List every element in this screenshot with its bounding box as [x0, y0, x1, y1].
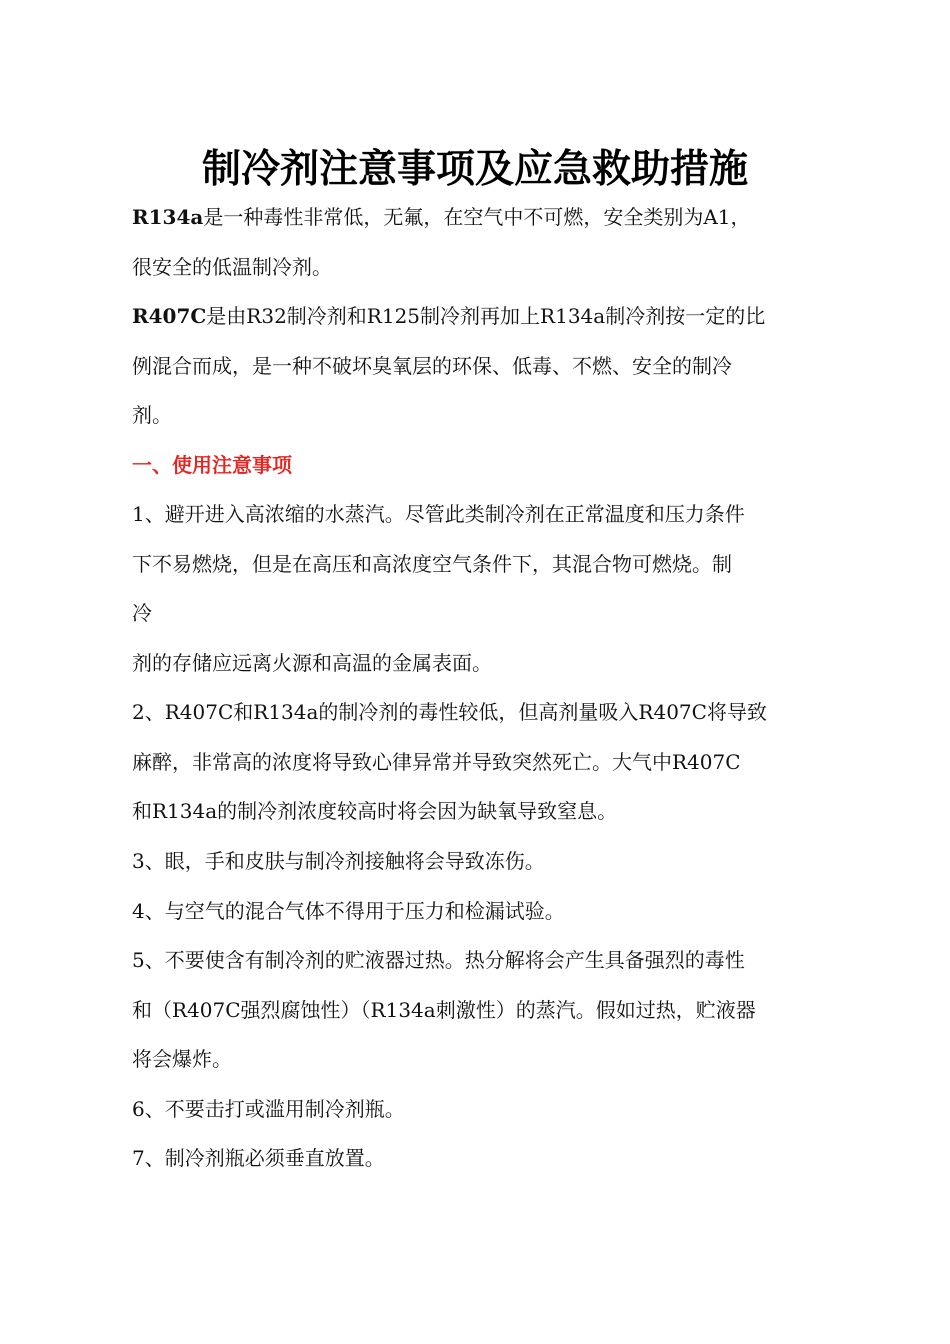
item-1-line-2: 下不易燃烧，但是在高压和高浓度空气条件下，其混合物可燃烧。制	[132, 552, 732, 576]
term-r407c: R407C	[132, 304, 207, 328]
item-2-line-1: 2、R407C和R134a的制冷剂的毒性较低，但高剂量吸入R407C将导致	[132, 700, 767, 724]
item-2-line-3: 和R134a的制冷剂浓度较高时将会因为缺氧导致窒息。	[132, 799, 618, 823]
item-1-line-4: 剂的存储应远离火源和高温的金属表面。	[132, 651, 492, 675]
item-5-line-1: 5、不要使含有制冷剂的贮液器过热。热分解将会产生具备强烈的毒性	[132, 948, 745, 972]
intro-r134a-line-1: R134a是一种毒性非常低，无氟，在空气中不可燃，安全类别为A1，	[132, 205, 751, 229]
item-6: 6、不要击打或滥用制冷剂瓶。	[132, 1097, 405, 1121]
section-heading: 一、使用注意事项	[132, 453, 292, 477]
intro-r407c-line-1: R407C是由R32制冷剂和R125制冷剂再加上R134a制冷剂按一定的比	[132, 304, 766, 328]
intro-r407c-line-2: 例混合而成，是一种不破坏臭氧层的环保、低毒、不燃、安全的制冷	[132, 354, 732, 378]
item-5-line-3: 将会爆炸。	[132, 1047, 232, 1071]
document-title: 制冷剂注意事项及应急救助措施	[201, 147, 748, 192]
term-r134a: R134a	[132, 205, 204, 229]
item-1-line-3: 冷	[132, 601, 152, 625]
item-1-line-1: 1、避开进入高浓缩的水蒸汽。尽管此类制冷剂在正常温度和压力条件	[132, 502, 745, 526]
item-3: 3、眼，手和皮肤与制冷剂接触将会导致冻伤。	[132, 849, 545, 873]
intro-r134a-line-2: 很安全的低温制冷剂。	[132, 255, 332, 279]
item-4: 4、与空气的混合气体不得用于压力和检漏试验。	[132, 899, 565, 923]
item-5-line-2: 和（R407C强烈腐蚀性）（R134a刺激性）的蒸汽。假如过热，贮液器	[132, 998, 756, 1022]
intro-r407c-line-3: 剂。	[132, 403, 172, 427]
item-7: 7、制冷剂瓶必须垂直放置。	[132, 1146, 385, 1170]
item-2-line-2: 麻醉，非常高的浓度将导致心律异常并导致突然死亡。大气中R407C	[132, 750, 741, 774]
